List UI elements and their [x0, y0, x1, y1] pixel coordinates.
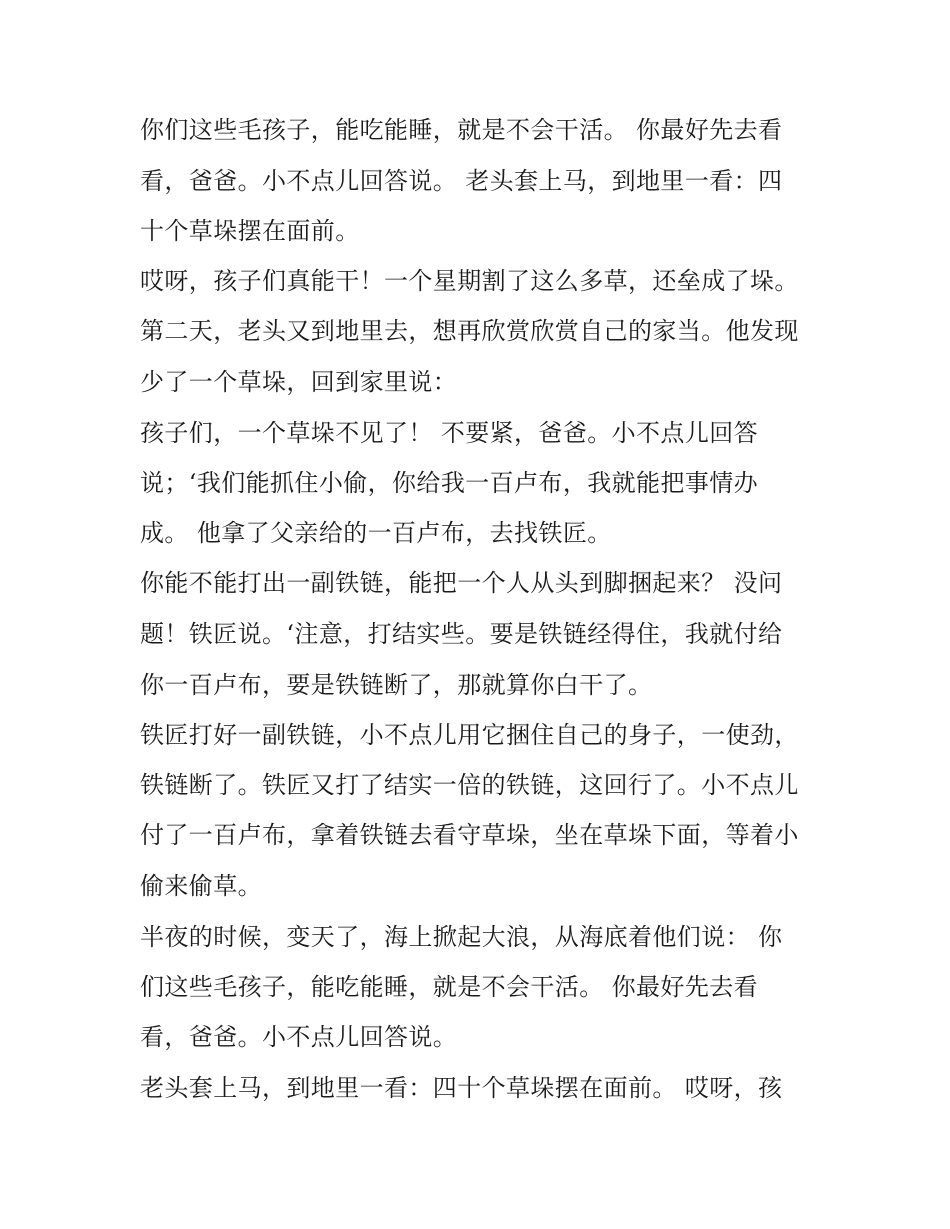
text-line: 们这些毛孩子，能吃能睡，就是不会干活。 你最好先去看 — [140, 973, 759, 1001]
text-line: 说；‘我们能抓住小偷，你给我一百卢布，我就能把事情办 — [140, 469, 759, 497]
text-line: 铁链断了。铁匠又打了结实一倍的铁链，这回行了。小不点儿 — [140, 771, 799, 799]
text-line: 你一百卢布，要是铁链断了，那就算你白干了。 — [140, 671, 653, 699]
text-line: 哎呀，孩子们真能干！一个星期割了这么多草，还垒成了垛。 — [140, 267, 799, 295]
text-line: 成。 他拿了父亲给的一百卢布，去找铁匠。 — [140, 519, 612, 547]
text-line: 孩子们，一个草垛不见了！ 不要紧，爸爸。小不点儿回答 — [140, 419, 759, 447]
text-line: 题！铁匠说。‘注意，打结实些。要是铁链经得住，我就付给 — [140, 620, 783, 648]
text-line: 老头套上马，到地里一看：四十个草垛摆在面前。 哎呀，孩 — [140, 1074, 783, 1102]
text-line: 看，爸爸。小不点儿回答说。 老头套上马，到地里一看：四 — [140, 167, 783, 195]
text-line: 铁匠打好一副铁链，小不点儿用它捆住自己的身子，一使劲， — [140, 721, 799, 749]
text-line: 看，爸爸。小不点儿回答说。 — [140, 1023, 458, 1051]
text-line: 你们这些毛孩子，能吃能睡，就是不会干活。 你最好先去看 — [140, 116, 783, 144]
text-line: 第二天，老头又到地里去，想再欣赏欣赏自己的家当。他发现 — [140, 317, 799, 345]
text-line: 你能不能打出一副铁链，能把一个人从头到脚捆起来？ 没问 — [140, 569, 783, 597]
text-line: 少了一个草垛，回到家里说： — [140, 368, 458, 396]
text-line: 半夜的时候，变天了，海上掀起大浪，从海底着他们说： 你 — [140, 923, 783, 951]
text-line: 偷来偷草。 — [140, 872, 262, 900]
text-line: 十个草垛摆在面前。 — [140, 217, 360, 245]
text-line: 付了一百卢布，拿着铁链去看守草垛，坐在草垛下面，等着小 — [140, 821, 799, 849]
